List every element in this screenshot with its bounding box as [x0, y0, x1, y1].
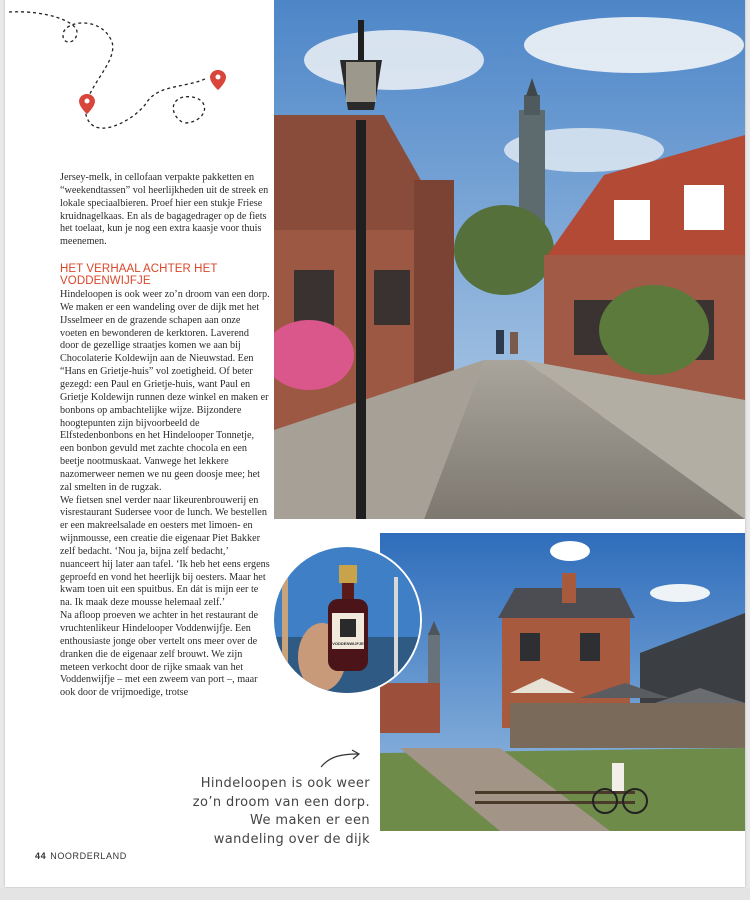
route-map-illustration — [7, 2, 237, 142]
magazine-name: NOORDERLAND — [50, 851, 127, 861]
map-pin-icon — [79, 94, 95, 114]
liqueur-bottle-photo — [272, 545, 422, 695]
arrow-icon — [318, 748, 363, 770]
page-footer — [35, 851, 127, 861]
map-pin-icon — [210, 70, 226, 90]
street-photo — [274, 0, 745, 519]
section-heading: HET VERHAAL ACHTER HET VODDENWIJFJE — [60, 263, 218, 288]
restaurant-photo — [380, 533, 745, 831]
body-paragraph: We fietsen snel verder naar likeurenbrouwerij en visrestaurant Sudersee voor de lunch. We bestellen er een makreelsalade en oesters met limoen- en wijnmousse, een creatie die eigenaar Piet Bakker zelf bedacht. ‘Nou ja, bijna zelf bedacht,’ nuanceert hij later aan tafel. ‘Ik heb het eens ergens geproefd en vond het heerlijk bij oesters. Maar het kwam toen uit een spuitbus. En dát is mijn eer te na. Ik maak deze mousse helemaal zelf.’ — [60, 494, 270, 609]
body-paragraph: Na afloop proeven we achter in het restaurant de vruchtenlikeur Hindelooper Voddenwijfje. Een enthousiaste jonge ober vertelt ons meer over de dranken die de eigenaar zelf brouwt. We zijn meteen verkocht door de rijke smaak van het Voddenwijfje – met een zweem van port –, maar ook door de vrijmoedige, trotse — [60, 610, 258, 699]
bottle-label: VODDENWIJFJE — [332, 641, 364, 646]
page-number: 44 — [35, 851, 47, 861]
article-column — [60, 172, 270, 700]
page-edge — [0, 888, 750, 900]
body-paragraph: Hindeloopen is ook weer zo’n droom van een dorp. We maken er een wandeling over de dijk met het IJsselmeer en de grazende schapen aan onze voeten en bewonderen de kerktoren. Laverend door de gezellige straatjes komen we aan bij Chocolaterie Koldewijn aan de Nieuwstad. Een “Hans en Grietje-huis” vol zoetigheid. Of beter gezegd: een Paul en Grietje-huis, want Paul en Grietje Koldewijn runnen deze winkel en maken er bonbons op ambachtelijke wijze. Bijzondere hoogtepunten zijn bijvoorbeeld de Elfstedenbonbons en het Hindelooper Tonnetje, een bonbon gevuld met zachte chocola en een beetje nootmuskaat. Vanwege het lekkere nazomerweer nemen we nu geen doosje mee; het zal smelten in de rugzak. — [60, 289, 270, 493]
pull-quote: Hindeloopen is ook weer zo’n droom van een dorp. We maken er een wandeling over de dijk — [192, 776, 370, 847]
intro-paragraph: Jersey-melk, in cellofaan verpakte pakketten en “weekendtassen” vol heerlijkheden uit de streek en lokale speciaalbieren. Proef hier een stukje Friese kruidnagelkaas. En als de bagagedrager op de fiets het toelaat, kun je nog een extra kaasje voor thuis meenemen. — [60, 172, 269, 248]
